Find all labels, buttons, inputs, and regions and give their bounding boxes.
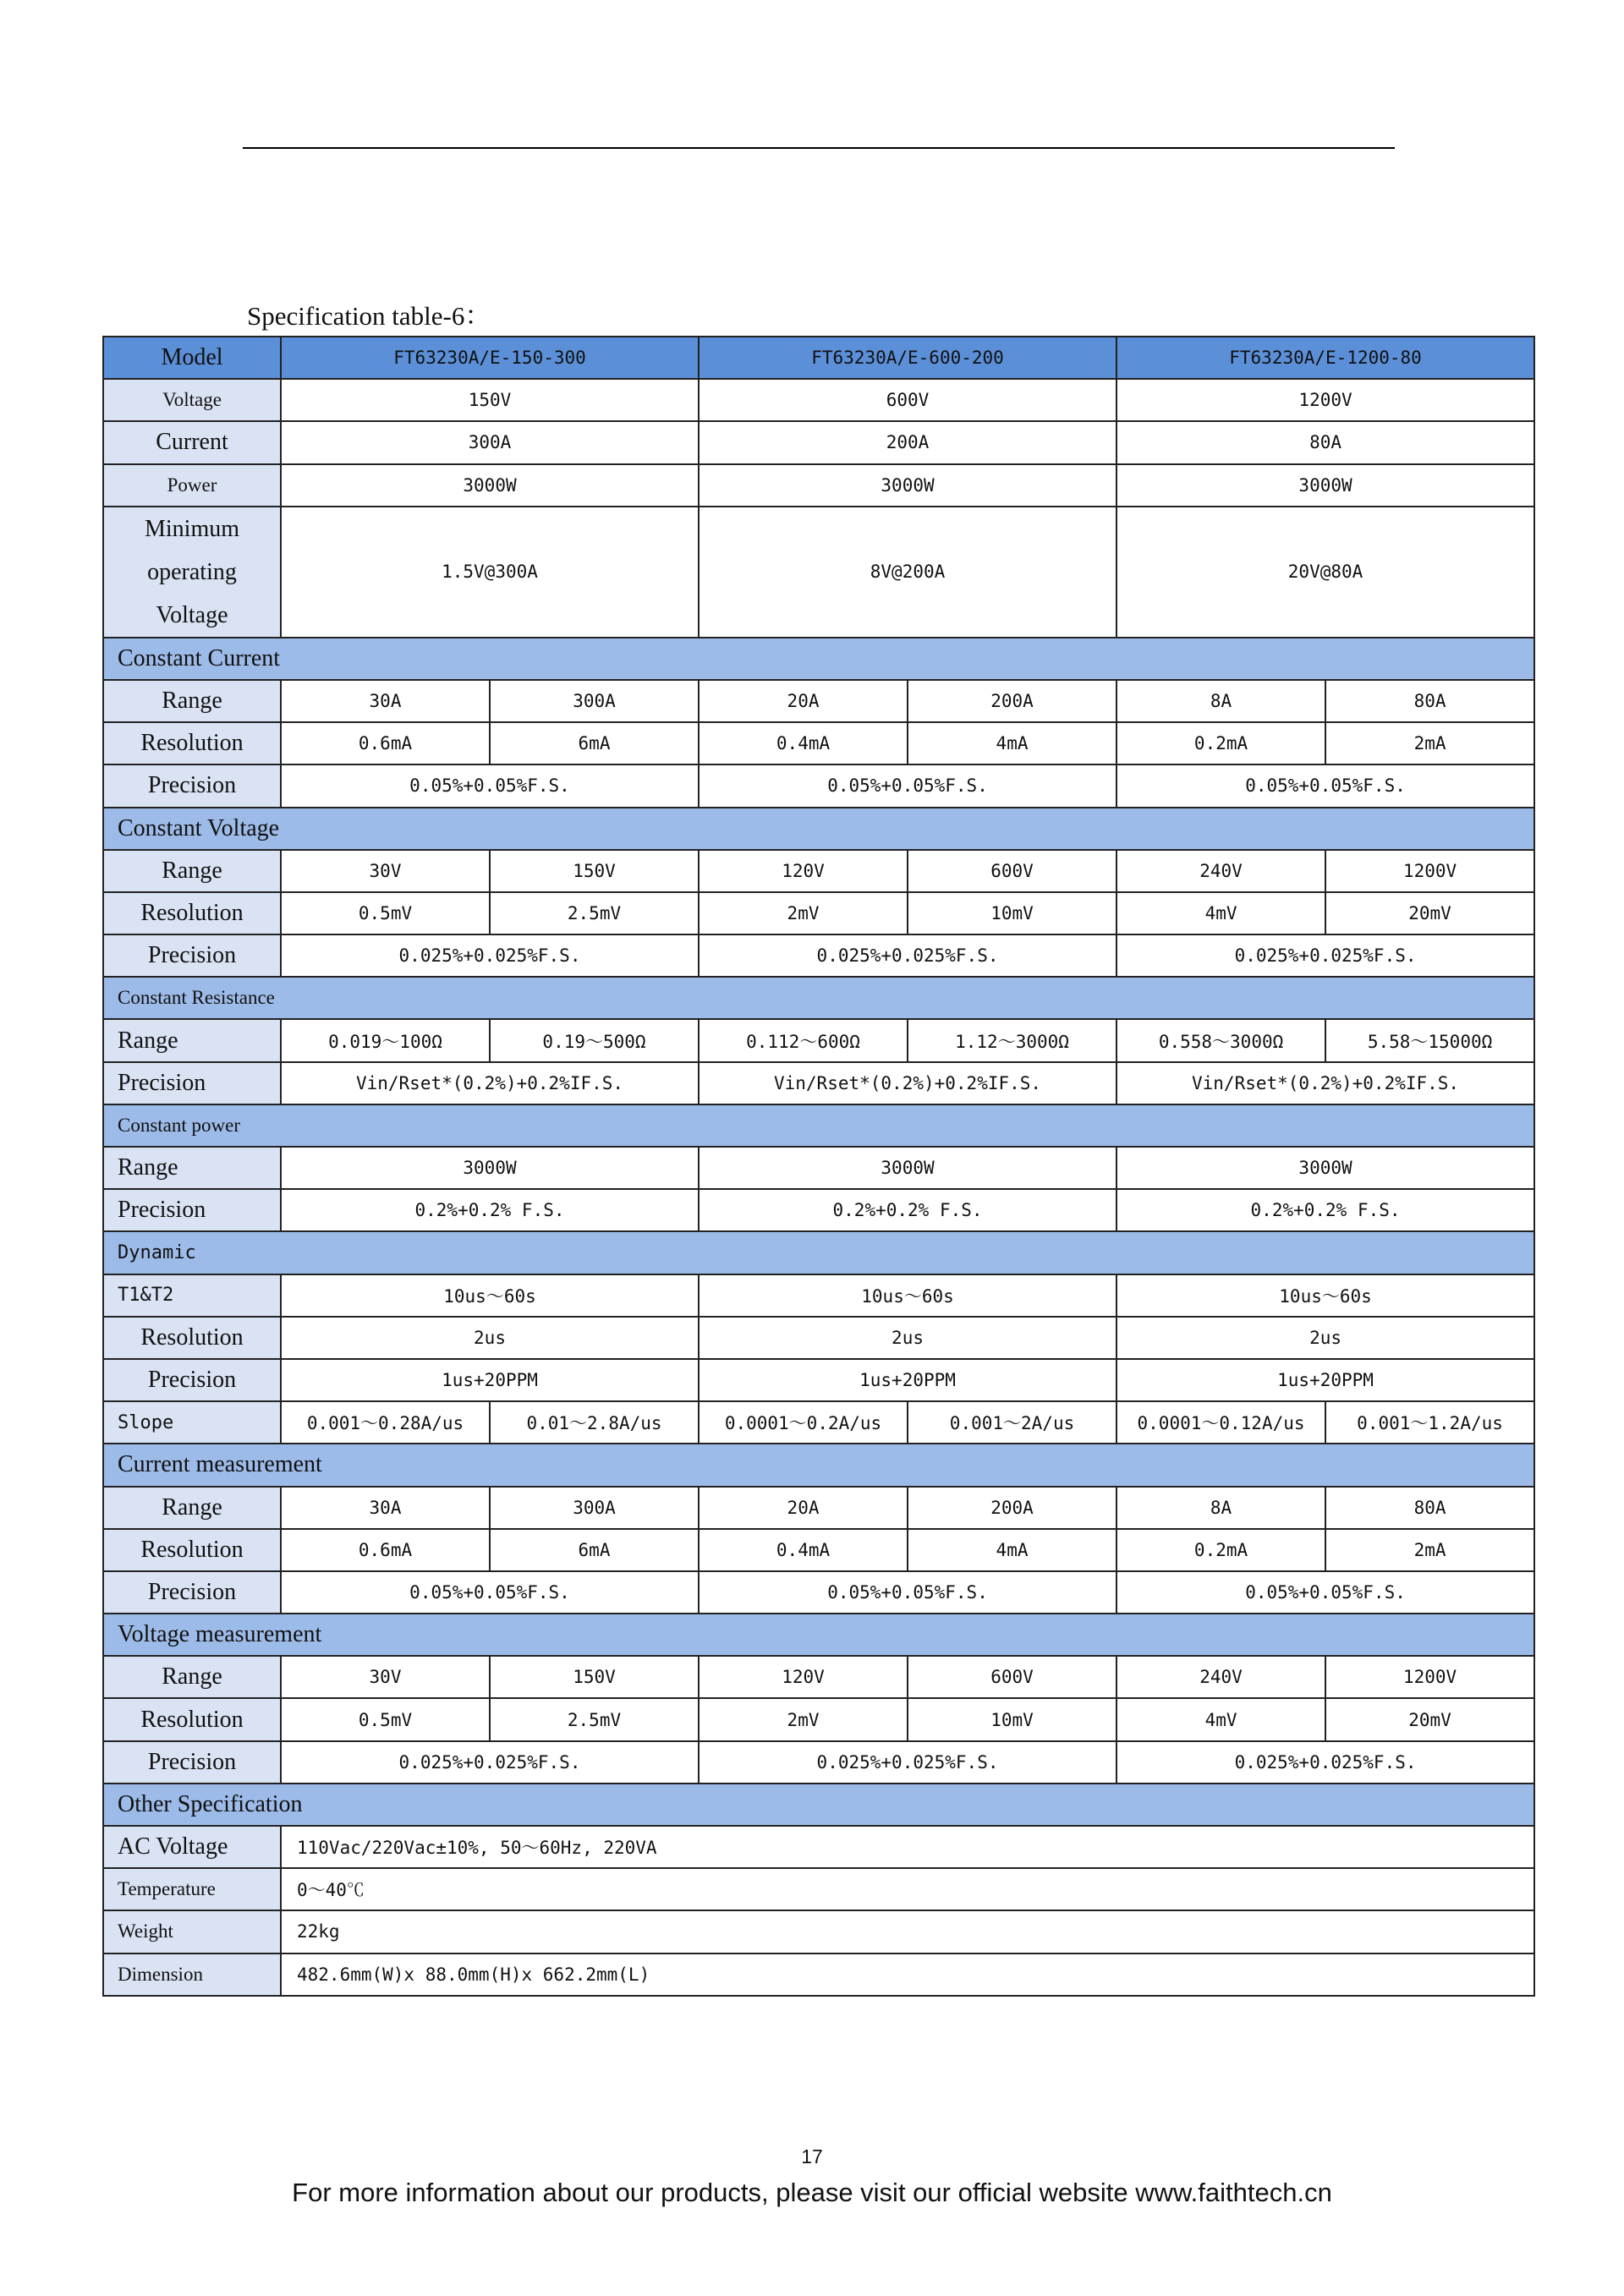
cell: 150V (490, 850, 699, 892)
label-precision: Precision (103, 1189, 281, 1231)
row-weight (103, 1910, 1534, 1953)
cell: 3000W (281, 464, 699, 507)
cell: 2.5mV (490, 1698, 699, 1740)
cell: 0.025%+0.025%F.S. (281, 934, 699, 977)
label-temperature: Temperature (103, 1868, 281, 1910)
cell: 0.2%+0.2% F.S. (699, 1189, 1116, 1231)
row-vm-precision (103, 1741, 1534, 1784)
label-range: Range (103, 850, 281, 892)
cell: 3000W (1116, 464, 1534, 507)
cell: 1200V (1116, 379, 1534, 421)
cell: 2us (699, 1317, 1116, 1359)
cell: 200A (908, 680, 1116, 722)
label-resolution: Resolution (103, 892, 281, 934)
cell: 300A (490, 680, 699, 722)
row-cv-range (103, 850, 1534, 892)
label-line: operating (147, 558, 237, 585)
cell: 0.2%+0.2% F.S. (281, 1189, 699, 1231)
cell: 20mV (1325, 1698, 1534, 1740)
cell: 0.5mV (281, 892, 490, 934)
cell: 3000W (699, 464, 1116, 507)
label-min-voltage (103, 507, 281, 638)
row-cv-resolution (103, 892, 1534, 934)
cell: 2mA (1325, 1529, 1534, 1571)
cell: 0.2%+0.2% F.S. (1116, 1189, 1534, 1231)
section-title: Constant Resistance (103, 977, 1534, 1019)
cell: 240V (1116, 850, 1325, 892)
label-range: Range (103, 1656, 281, 1698)
cell: 0.6mA (281, 722, 490, 764)
label-range: Range (103, 680, 281, 722)
cell: 0.0001～0.2A/us (699, 1401, 908, 1444)
cell: 1us+20PPM (699, 1359, 1116, 1401)
row-vm-resolution (103, 1698, 1534, 1740)
cell: 30A (281, 1487, 490, 1529)
cell: 0.001～2A/us (908, 1401, 1116, 1444)
header-rule (243, 147, 1395, 149)
row-cc-resolution (103, 722, 1534, 764)
row-model (103, 337, 1534, 379)
section-title: Constant power (103, 1104, 1534, 1147)
label-weight: Weight (103, 1910, 281, 1953)
label-current: Current (103, 421, 281, 463)
cell: 0.19～500Ω (490, 1019, 699, 1061)
row-power (103, 464, 1534, 507)
cell: 600V (908, 1656, 1116, 1698)
row-ac-voltage (103, 1826, 1534, 1868)
cell: 20V@80A (1116, 507, 1534, 638)
cell: 10us～60s (1116, 1274, 1534, 1317)
row-cc-precision (103, 764, 1534, 807)
cell: 0.05%+0.05%F.S. (699, 1571, 1116, 1614)
label-voltage: Voltage (103, 379, 281, 421)
cell: 2us (1116, 1317, 1534, 1359)
label-dimension: Dimension (103, 1954, 281, 1996)
label-range: Range (103, 1019, 281, 1061)
row-dyn-slope (103, 1401, 1534, 1444)
label-range: Range (103, 1487, 281, 1529)
cell: 2mV (699, 1698, 908, 1740)
cell: 5.58～15000Ω (1325, 1019, 1534, 1061)
row-dimension (103, 1954, 1534, 1996)
section-dynamic (103, 1231, 1534, 1274)
row-cr-precision (103, 1062, 1534, 1104)
cell: 2mA (1325, 722, 1534, 764)
cell: 0.05%+0.05%F.S. (699, 764, 1116, 807)
cell: 0.025%+0.025%F.S. (1116, 934, 1534, 977)
cell: 0.0001～0.12A/us (1116, 1401, 1325, 1444)
cell: 0.4mA (699, 722, 908, 764)
cell: 3000W (699, 1147, 1116, 1189)
row-cv-precision (103, 934, 1534, 977)
label-precision: Precision (103, 1571, 281, 1614)
page-number: 17 (801, 2145, 823, 2167)
cell: 0.001～0.28A/us (281, 1401, 490, 1444)
cell: 0.05%+0.05%F.S. (281, 764, 699, 807)
cell: 20A (699, 680, 908, 722)
cell: 6mA (490, 1529, 699, 1571)
section-title: Constant Current (103, 638, 1534, 680)
section-other-specification (103, 1784, 1534, 1826)
label-resolution: Resolution (103, 722, 281, 764)
model-3: FT63230A/E-1200-80 (1116, 337, 1534, 379)
cell: 0.05%+0.05%F.S. (281, 1571, 699, 1614)
row-cm-resolution (103, 1529, 1534, 1571)
cell: 0.2mA (1116, 1529, 1325, 1571)
cell: 0.025%+0.025%F.S. (281, 1741, 699, 1784)
cell: 0.025%+0.025%F.S. (1116, 1741, 1534, 1784)
table-caption: Specification table-6： (247, 301, 491, 331)
row-min-voltage (103, 507, 1534, 638)
label-resolution: Resolution (103, 1698, 281, 1740)
row-dyn-precision (103, 1359, 1534, 1401)
cell: 0.01～2.8A/us (490, 1401, 699, 1444)
section-title: Current measurement (103, 1444, 1534, 1486)
cell: 300A (490, 1487, 699, 1529)
cell: 600V (908, 850, 1116, 892)
section-constant-voltage (103, 808, 1534, 850)
section-title: Constant Voltage (103, 808, 1534, 850)
cell: 0.001～1.2A/us (1325, 1401, 1534, 1444)
label-line: Minimum (144, 515, 239, 542)
cell: 10mV (908, 892, 1116, 934)
label-t1t2: T1&T2 (103, 1274, 281, 1317)
cell: 0.025%+0.025%F.S. (699, 1741, 1116, 1784)
cell: 4mV (1116, 1698, 1325, 1740)
cell: 1200V (1325, 1656, 1534, 1698)
cell: 0.05%+0.05%F.S. (1116, 764, 1534, 807)
cell: 3000W (281, 1147, 699, 1189)
cell: 1.12～3000Ω (908, 1019, 1116, 1061)
cell: 22kg (281, 1910, 1534, 1953)
row-temperature (103, 1868, 1534, 1910)
label-range: Range (103, 1147, 281, 1189)
cell: 30A (281, 680, 490, 722)
cell: 8A (1116, 680, 1325, 722)
cell: 240V (1116, 1656, 1325, 1698)
cell: 4mA (908, 1529, 1116, 1571)
cell: 0.05%+0.05%F.S. (1116, 1571, 1534, 1614)
footer-text: For more information about our products, please visit our official website www.faithtech.cn (292, 2178, 1332, 2207)
cell: 0.5mV (281, 1698, 490, 1740)
cell: 200A (908, 1487, 1116, 1529)
label-resolution: Resolution (103, 1317, 281, 1359)
cell: 10us～60s (699, 1274, 1116, 1317)
label-precision: Precision (103, 1062, 281, 1104)
cell: 20A (699, 1487, 908, 1529)
section-constant-resistance (103, 977, 1534, 1019)
label-power: Power (103, 464, 281, 507)
label-line: Voltage (156, 601, 228, 628)
cell: 120V (699, 850, 908, 892)
cell: 482.6mm(W)x 88.0mm(H)x 662.2mm(L) (281, 1954, 1534, 1996)
cell: 0.2mA (1116, 722, 1325, 764)
cell: Vin/Rset*(0.2%)+0.2%IF.S. (1116, 1062, 1534, 1104)
label-ac-voltage: AC Voltage (103, 1826, 281, 1868)
cell: 80A (1116, 421, 1534, 463)
cell: 10us～60s (281, 1274, 699, 1317)
cell: 200A (699, 421, 1116, 463)
section-title: Dynamic (103, 1231, 1534, 1274)
label-slope: Slope (103, 1401, 281, 1444)
cell: 0.4mA (699, 1529, 908, 1571)
cell: 0～40℃ (281, 1868, 1534, 1910)
row-cr-range (103, 1019, 1534, 1061)
row-cp-range (103, 1147, 1534, 1189)
cell: 120V (699, 1656, 908, 1698)
cell: 150V (281, 379, 699, 421)
cell: 6mA (490, 722, 699, 764)
cell: 30V (281, 850, 490, 892)
cell: 0.112～600Ω (699, 1019, 908, 1061)
cell: 2us (281, 1317, 699, 1359)
row-voltage (103, 379, 1534, 421)
cell: 600V (699, 379, 1116, 421)
row-cp-precision (103, 1189, 1534, 1231)
cell: 4mA (908, 722, 1116, 764)
row-dyn-resolution (103, 1317, 1534, 1359)
section-title: Voltage measurement (103, 1614, 1534, 1656)
section-title: Other Specification (103, 1784, 1534, 1826)
label-model: Model (103, 337, 281, 379)
cell: 1.5V@300A (281, 507, 699, 638)
cell: 300A (281, 421, 699, 463)
specification-table (102, 336, 1535, 1997)
cell: 110Vac/220Vac±10%, 50～60Hz, 220VA (281, 1826, 1534, 1868)
cell: Vin/Rset*(0.2%)+0.2%IF.S. (281, 1062, 699, 1104)
label-precision: Precision (103, 1741, 281, 1784)
cell: 80A (1325, 680, 1534, 722)
label-precision: Precision (103, 1359, 281, 1401)
cell: 4mV (1116, 892, 1325, 934)
cell: 0.558～3000Ω (1116, 1019, 1325, 1061)
cell: 1us+20PPM (1116, 1359, 1534, 1401)
cell: 0.019～100Ω (281, 1019, 490, 1061)
cell: Vin/Rset*(0.2%)+0.2%IF.S. (699, 1062, 1116, 1104)
section-current-measurement (103, 1444, 1534, 1486)
section-voltage-measurement (103, 1614, 1534, 1656)
label-precision: Precision (103, 764, 281, 807)
row-current (103, 421, 1534, 463)
cell: 2.5mV (490, 892, 699, 934)
cell: 1200V (1325, 850, 1534, 892)
cell: 10mV (908, 1698, 1116, 1740)
cell: 20mV (1325, 892, 1534, 934)
row-cm-range (103, 1487, 1534, 1529)
cell: 0.6mA (281, 1529, 490, 1571)
cell: 150V (490, 1656, 699, 1698)
cell: 1us+20PPM (281, 1359, 699, 1401)
cell: 8V@200A (699, 507, 1116, 638)
row-dyn-t (103, 1274, 1534, 1317)
cell: 2mV (699, 892, 908, 934)
model-2: FT63230A/E-600-200 (699, 337, 1116, 379)
row-vm-range (103, 1656, 1534, 1698)
cell: 0.025%+0.025%F.S. (699, 934, 1116, 977)
label-precision: Precision (103, 934, 281, 977)
cell: 3000W (1116, 1147, 1534, 1189)
cell: 8A (1116, 1487, 1325, 1529)
section-constant-current (103, 638, 1534, 680)
model-1: FT63230A/E-150-300 (281, 337, 699, 379)
label-resolution: Resolution (103, 1529, 281, 1571)
row-cc-range (103, 680, 1534, 722)
cell: 80A (1325, 1487, 1534, 1529)
row-cm-precision (103, 1571, 1534, 1614)
cell: 30V (281, 1656, 490, 1698)
section-constant-power (103, 1104, 1534, 1147)
